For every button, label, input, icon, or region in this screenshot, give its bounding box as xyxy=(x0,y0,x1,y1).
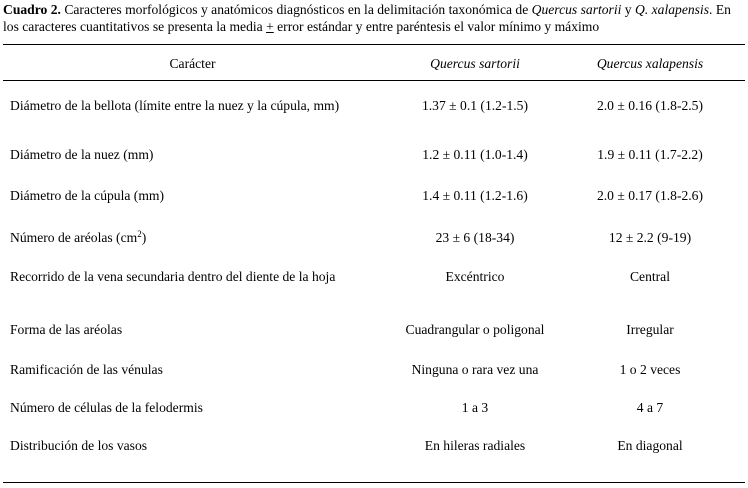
row-secondary-vein-sartorii: Excéntrico xyxy=(445,269,505,284)
row-areole-number-close: ) xyxy=(141,230,147,245)
row-areole-number-label xyxy=(10,229,146,246)
row-venule-branching-label: Ramificación de las vénulas xyxy=(10,362,163,377)
row-venule-branching-sartorii: Ninguna o rara vez una xyxy=(411,362,539,377)
table-caption xyxy=(3,1,745,35)
row-areole-shape-label: Forma de las aréolas xyxy=(10,322,123,337)
caption-label: Cuadro 2. xyxy=(3,2,61,17)
row-phelloderm-cells-sartorii: 1 a 3 xyxy=(461,400,489,415)
caption-conjunction: y xyxy=(621,2,635,17)
row-areole-number-text: Número de aréolas (cm xyxy=(10,230,138,245)
plus-minus-symbol: + xyxy=(266,19,274,34)
header-rule xyxy=(3,80,745,81)
header-quercus-sartorii: Quercus sartorii xyxy=(430,56,520,71)
row-vessel-distribution-xalapensis: En diagonal xyxy=(617,438,683,453)
row-secondary-vein-xalapensis: Central xyxy=(629,269,670,284)
row-venule-branching-xalapensis: 1 o 2 veces xyxy=(619,362,681,377)
row-phelloderm-cells-xalapensis: 4 a 7 xyxy=(636,400,664,415)
row-vessel-distribution-sartorii: En hileras radiales xyxy=(424,438,526,453)
caption-line-2-end: error estándar y entre paréntesis el valor mínimo y máximo xyxy=(273,19,600,34)
caption-species-1: Quercus sartorii xyxy=(531,2,622,17)
row-cupule-diameter-sartorii: 1.4 ± 0.11 (1.2-1.6) xyxy=(422,188,528,203)
row-cupule-diameter-label: Diámetro de la cúpula (mm) xyxy=(10,188,165,203)
row-areole-number-sartorii: 23 ± 6 (18-34) xyxy=(435,230,515,245)
caption-line-2: los caracteres cuantitativos se presenta la media xyxy=(3,19,267,34)
row-areole-number-superscript: 2 xyxy=(137,229,142,239)
row-nut-diameter-sartorii: 1.2 ± 0.11 (1.0-1.4) xyxy=(422,147,528,162)
header-character: Carácter xyxy=(169,56,216,71)
caption-text-end: . En xyxy=(709,2,731,17)
row-areole-number-xalapensis: 12 ± 2.2 (9-19) xyxy=(608,230,692,245)
row-cupule-diameter-xalapensis: 2.0 ± 0.17 (1.8-2.6) xyxy=(596,188,703,203)
row-acorn-diameter-sartorii: 1.37 ± 0.1 (1.2-1.5) xyxy=(421,98,528,113)
row-vessel-distribution-label: Distribución de los vasos xyxy=(10,438,148,453)
table-top-rule xyxy=(3,44,745,45)
header-quercus-xalapensis: Quercus xalapensis xyxy=(596,56,704,71)
row-nut-diameter-xalapensis: 1.9 ± 0.11 (1.7-2.2) xyxy=(597,147,703,162)
row-secondary-vein-label: Recorrido de la vena secundaria dentro del diente de la hoja xyxy=(10,269,336,284)
table-bottom-rule xyxy=(3,482,745,483)
row-areole-shape-sartorii: Cuadrangular o poligonal xyxy=(405,322,545,337)
row-areole-shape-xalapensis: Irregular xyxy=(626,322,674,337)
row-acorn-diameter-label: Diámetro de la bellota (límite entre la nuez y la cúpula, mm) xyxy=(10,98,340,113)
row-nut-diameter-label: Diámetro de la nuez (mm) xyxy=(10,147,154,162)
row-phelloderm-cells-label: Número de células de la felodermis xyxy=(10,400,203,415)
caption-species-2: Q. xalapensis xyxy=(635,2,710,17)
caption-text: Caracteres morfológicos y anatómicos diagnósticos en la delimitación taxonómica de xyxy=(60,2,532,17)
row-acorn-diameter-xalapensis: 2.0 ± 0.16 (1.8-2.5) xyxy=(596,98,703,113)
